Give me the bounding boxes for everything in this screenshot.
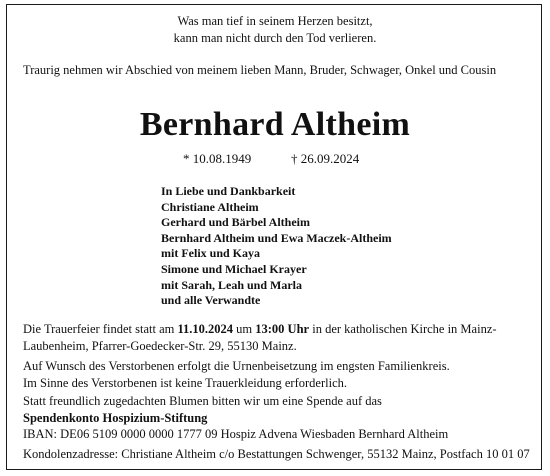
mourner-line: und alle Verwandte: [161, 293, 261, 308]
funeral-time: 13:00 Uhr: [255, 322, 310, 336]
birth-date: * 10.08.1949: [183, 151, 252, 166]
wishes-info: [23, 358, 450, 391]
mourner-line: In Liebe und Dankbarkeit: [161, 184, 296, 198]
funeral-date: 11.10.2024: [177, 322, 234, 336]
epitaph-quote: [0, 13, 550, 47]
mourner-line: Bernhard Altheim und Ewa Maczek-Altheim: [161, 230, 392, 245]
donation-iban: IBAN: DE06 5109 0000 0000 1777 09 Hospiz Advena Wiesbaden Bernhard Altheim: [23, 427, 449, 441]
intro-text: Traurig nehmen wir Abschied von meinem lieben Mann, Bruder, Schwager, Onkel und Cousin: [23, 63, 497, 77]
death-date: † 26.09.2024: [291, 151, 360, 166]
donation-text: Statt freundlich zugedachten Blumen bitten wir um eine Spende auf das: [23, 394, 382, 408]
wishes-line: Auf Wunsch des Verstorbenen erfolgt die Urnenbeisetzung im engsten Familienkreis.: [23, 359, 450, 373]
mourner-line: Christiane Altheim: [161, 199, 259, 214]
condolence-address: Kondolenzadresse: Christiane Altheim c/o Bestattungen Schwenger, 55132 Mainz, Postfach 10 01 07: [23, 447, 530, 461]
mourners-list: [161, 184, 392, 309]
quote-line: kann man nicht durch den Tod verlieren.: [173, 31, 377, 45]
mourner-line: mit Sarah, Leah und Marla: [161, 277, 303, 292]
funeral-middle: um: [233, 322, 256, 336]
mourner-line: mit Felix und Kaya: [161, 246, 261, 261]
deceased-name: Bernhard Altheim: [139, 106, 411, 143]
quote-line: Was man tief in seinem Herzen besitzt,: [177, 14, 373, 28]
donation-info: [23, 393, 448, 443]
donation-account-line: [23, 410, 448, 427]
wishes-line: Im Sinne des Verstorbenen ist keine Trauerkleidung erforderlich.: [23, 375, 347, 390]
funeral-info: [23, 321, 497, 354]
funeral-prefix: Die Trauerfeier findet statt am: [23, 322, 178, 336]
funeral-line: [23, 321, 497, 338]
mourner-line: Simone und Michael Krayer: [161, 261, 307, 276]
funeral-address: Laubenheim, Pfarrer-Goedecker-Str. 29, 55130 Mainz.: [23, 338, 297, 353]
mourner-line: Gerhard und Bärbel Altheim: [161, 215, 311, 230]
donation-account: Spendenkonto Hospizium-Stiftung: [23, 410, 208, 425]
funeral-suffix: in der katholischen Kirche in Mainz-: [309, 322, 497, 336]
